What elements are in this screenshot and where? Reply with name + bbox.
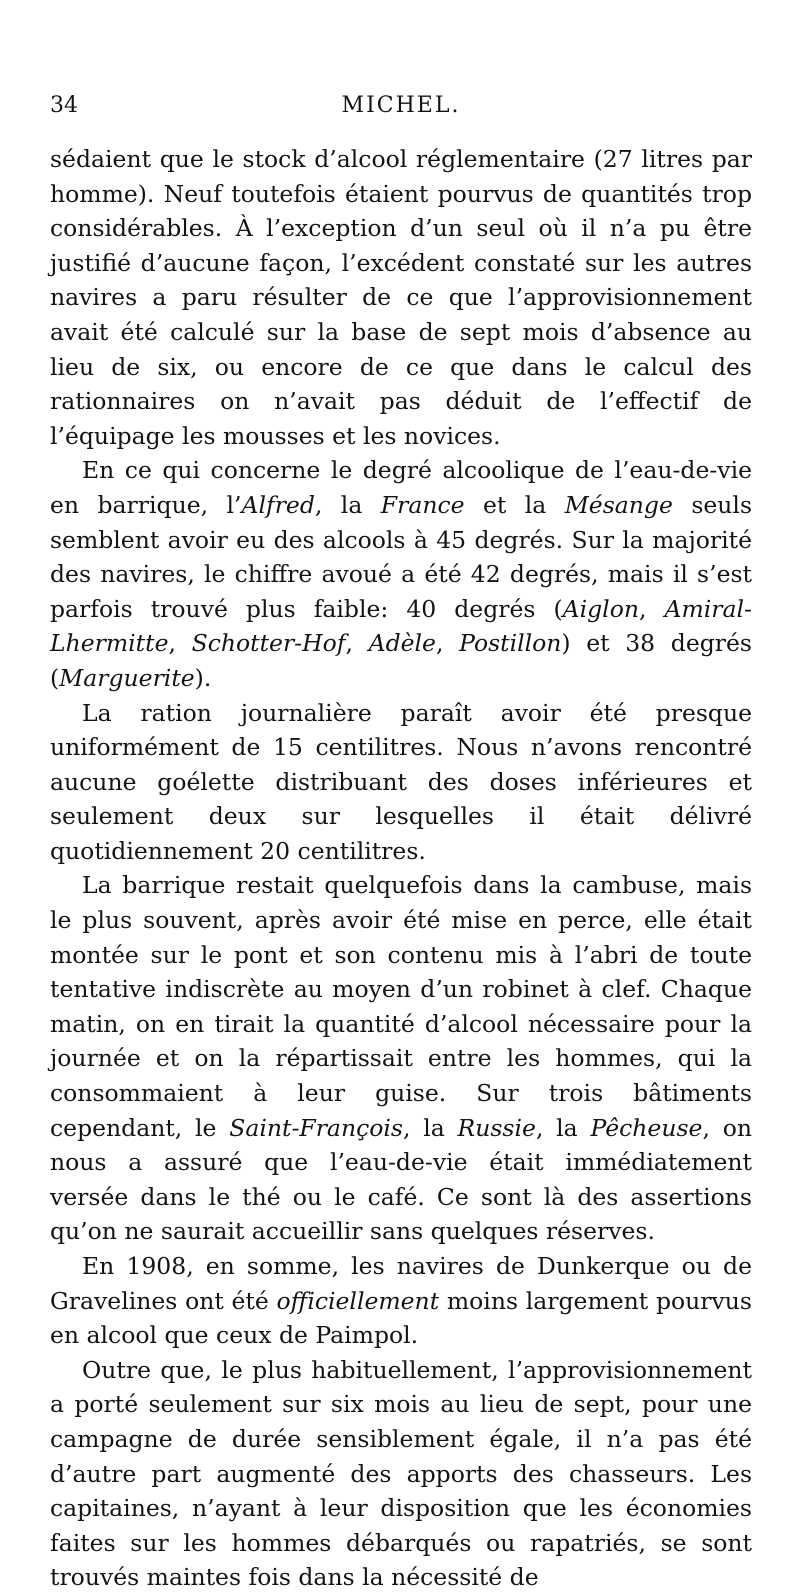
italic-text: Saint-François (229, 1113, 403, 1142)
text-run: , la (402, 1113, 458, 1142)
text-run: , (345, 629, 369, 658)
text-run: , (435, 629, 460, 658)
text-run: ) et 38 degrés ( (50, 629, 752, 692)
text-run: ). (194, 663, 212, 692)
paragraph (50, 1353, 752, 1595)
paragraph (50, 453, 752, 695)
italic-text: Schotter-Hof (191, 629, 346, 658)
italic-text: Amiral-Lhermitte (50, 594, 752, 658)
italic-text: Aiglon (562, 594, 639, 623)
italic-text: Mésange (564, 490, 673, 519)
text-run: et la (464, 490, 565, 519)
text-run: seuls semblent avoir eu des alcools à 45 degrés. Sur la majorité des navires, le chiffre avoué a été 42 degrés, mais il s’est parfois trouvé plus faible: 40 degrés ( (50, 490, 753, 623)
italic-text: Adèle (368, 629, 436, 658)
text-run: sédaient que le stock d’alcool réglementaire (27 litres par homme). Neuf toutefois étaient pourvus de quantités trop considérables. À l’exception d’un seul où il n’a pu être justifié d’aucune façon, l’excédent constaté sur les autres navires a paru résulter de ce que l’approvisionnement avait été calculé sur la base de sept mois d’absence au lieu de six, ou encore de ce que dans le calcul des rationnaires on n’avait pas déduit de l’effectif de l’équipage les mousses et les novices. (50, 145, 752, 450)
page-number: 34 (50, 93, 78, 118)
italic-text: Russie (457, 1113, 536, 1142)
italic-text: France (380, 490, 465, 519)
text-run: , (639, 594, 665, 623)
paragraph (50, 696, 752, 869)
text-run: moins largement pourvus en alcool que ceux de Paimpol. (50, 1286, 752, 1350)
paragraph (50, 868, 752, 1249)
body-text (50, 142, 752, 1595)
italic-text: Marguerite (59, 663, 195, 692)
text-run: En 1908, en somme, les navires de Dunkerque ou de Gravelines ont été (50, 1252, 752, 1315)
page-header (50, 93, 752, 123)
text-run: La ration journalière paraît avoir été presque uniformément de 15 centilitres. Nous n’avons rencontré aucune goélette distribuant des doses inférieures et seulement deux sur lesquelles il était délivré quotidiennement 20 centilitres. (50, 698, 752, 865)
text-run: En ce qui concerne le degré alcoolique de l’eau-de-vie en barrique, l’ (50, 456, 752, 519)
text-run: , on nous a assuré que l’eau-de-vie était immédiatement versée dans le thé ou le café. Ce sont là des assertions qu’on ne saurait accueillir sans quelques réserves. (50, 1113, 752, 1246)
italic-text: Postillon (459, 629, 562, 658)
italic-text: officiellement (276, 1286, 440, 1315)
text-run: , la (535, 1113, 591, 1142)
italic-text: Alfred (241, 490, 315, 519)
paragraph (50, 142, 752, 453)
running-head: MICHEL. (341, 93, 461, 118)
text-run: , la (314, 490, 381, 519)
text-run: , (168, 629, 192, 658)
text-run: Outre que, le plus habituellement, l’approvisionnement a porté seulement sur six mois au lieu de sept, pour une campagne de durée sensiblement égale, il n’a pas été d’autre part augmenté des apports des chasseurs. Les capitaines, n’ayant à leur disposition que les économies faites sur les hommes débarqués ou rapatriés, se sont trouvés maintes fois dans la nécessité de (50, 1355, 752, 1592)
paragraph (50, 1249, 752, 1353)
italic-text: Pêcheuse (590, 1113, 703, 1142)
text-run: La barrique restait quelquefois dans la cambuse, mais le plus souvent, après avoir été mise en perce, elle était montée sur le pont et son contenu mis à l’abri de toute tentative indiscrète au moyen d’un robinet à clef. Chaque matin, on en tirait la quantité d’alcool nécessaire pour la journée et on la répartissait entre les hommes, qui la consommaient à leur guise. Sur trois bâtiments cependant, le (50, 871, 752, 1142)
